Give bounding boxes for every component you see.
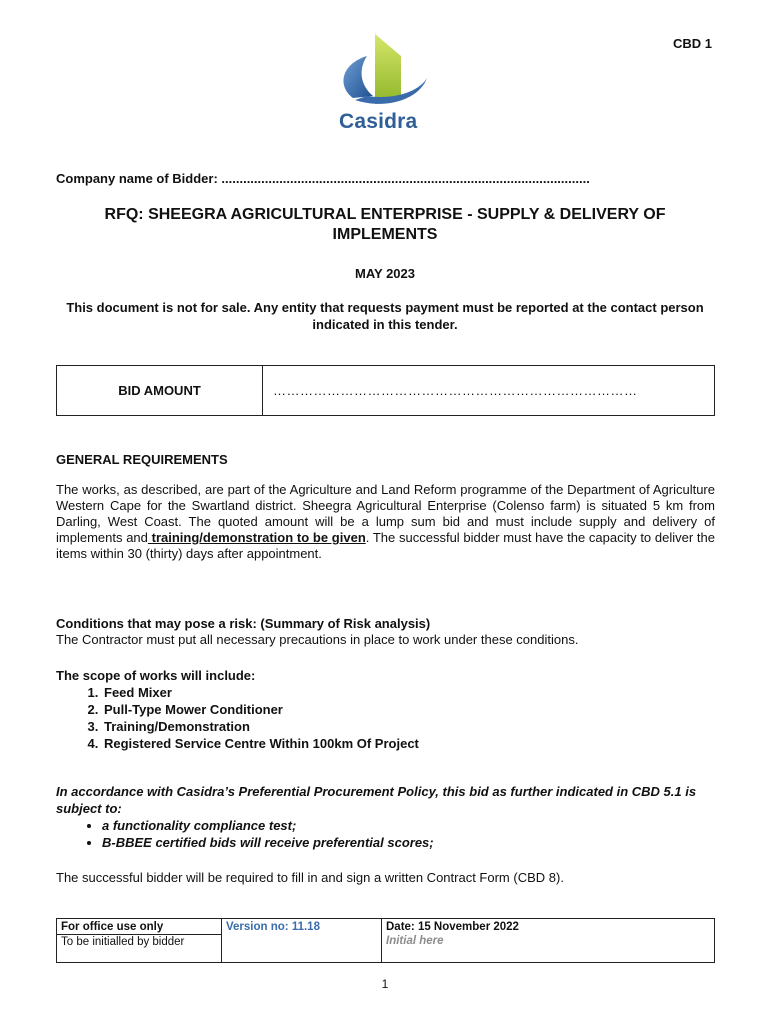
page-number: 1	[381, 977, 389, 991]
scope-item: 3. Training/Demonstration	[102, 718, 715, 735]
policy-item: • a functionality compliance test;	[102, 817, 721, 834]
scope-item: 4. Registered Service Centre Within 100km Of Project	[102, 735, 715, 752]
initialled-by-bidder-label: To be initialled by bidder	[61, 936, 185, 948]
issue-date: MAY 2023	[355, 266, 415, 281]
office-use-table	[56, 918, 715, 963]
footer-date: Date: 15 November 2022	[386, 921, 519, 933]
version-number: Version no: 11.18	[226, 921, 320, 933]
bid-amount-label: BID AMOUNT	[57, 366, 263, 415]
sale-notice: This document is not for sale. Any entity that requests payment must be reported at the contact person indicated in this tender.	[66, 300, 704, 332]
version-column	[222, 919, 382, 962]
general-text-part-2: . The successful bidder must have the capacity to deliver the items within 30 (thirty) days after appointment.	[56, 530, 715, 561]
risk-section	[56, 616, 715, 648]
scope-list	[56, 684, 715, 752]
scope-section	[56, 667, 715, 752]
risk-heading: Conditions that may pose a risk: (Summary of Risk analysis)	[56, 616, 431, 631]
office-use-column	[57, 919, 222, 962]
risk-text: The Contractor must put all necessary precautions in place to work under these conditions.	[56, 632, 579, 647]
bid-amount-table	[56, 365, 715, 416]
general-requirements-heading: GENERAL REQUIREMENTS	[56, 452, 228, 467]
office-use-label: For office use only	[57, 920, 221, 935]
contract-form-note: The successful bidder will be required to fill in and sign a written Contract Form (CBD 8).	[56, 870, 564, 885]
document-code: CBD 1	[672, 36, 712, 51]
policy-text: In accordance with Casidra’s Preferential Procurement Policy, this bid as further indicated in CBD 5.1 is subject to:	[56, 784, 697, 816]
bid-amount-field[interactable]: ………………………………………………………………………	[273, 383, 638, 398]
company-name-line: Company name of Bidder: ......................................................................................................	[56, 171, 590, 186]
date-column	[382, 919, 714, 962]
initial-here-field[interactable]: Initial here	[386, 935, 444, 947]
general-text-part-1: The works, as described, are part of the Agriculture and Land Reform programme of the Department of Agriculture Western Cape for the Swartland district. Sheegra Agricultural Enterprise (Colenso farm) is situated 5 km from Darling, West Coast. The quoted amount will be a lump sum bid and must include supply and delivery of implements and	[56, 482, 715, 545]
logo-wordmark: Casidra	[339, 110, 418, 133]
policy-list	[56, 817, 721, 851]
policy-section	[56, 783, 721, 851]
title-line-2: IMPLEMENTS	[332, 226, 438, 243]
document-title	[40, 205, 730, 245]
general-requirements-text	[56, 482, 715, 562]
scope-item: 2. Pull-Type Mower Conditioner	[102, 701, 715, 718]
casidra-logo	[315, 26, 455, 136]
logo-mark-icon	[315, 26, 455, 116]
training-requirement-underlined: training/demonstration to be given	[147, 530, 366, 545]
scope-item: 1. Feed Mixer	[102, 684, 715, 701]
policy-item: • B-BBEE certified bids will receive preferential scores;	[102, 834, 721, 851]
scope-heading: The scope of works will include:	[56, 668, 256, 683]
title-line-1: RFQ: SHEEGRA AGRICULTURAL ENTERPRISE - SUPPLY & DELIVERY OF	[104, 206, 666, 223]
